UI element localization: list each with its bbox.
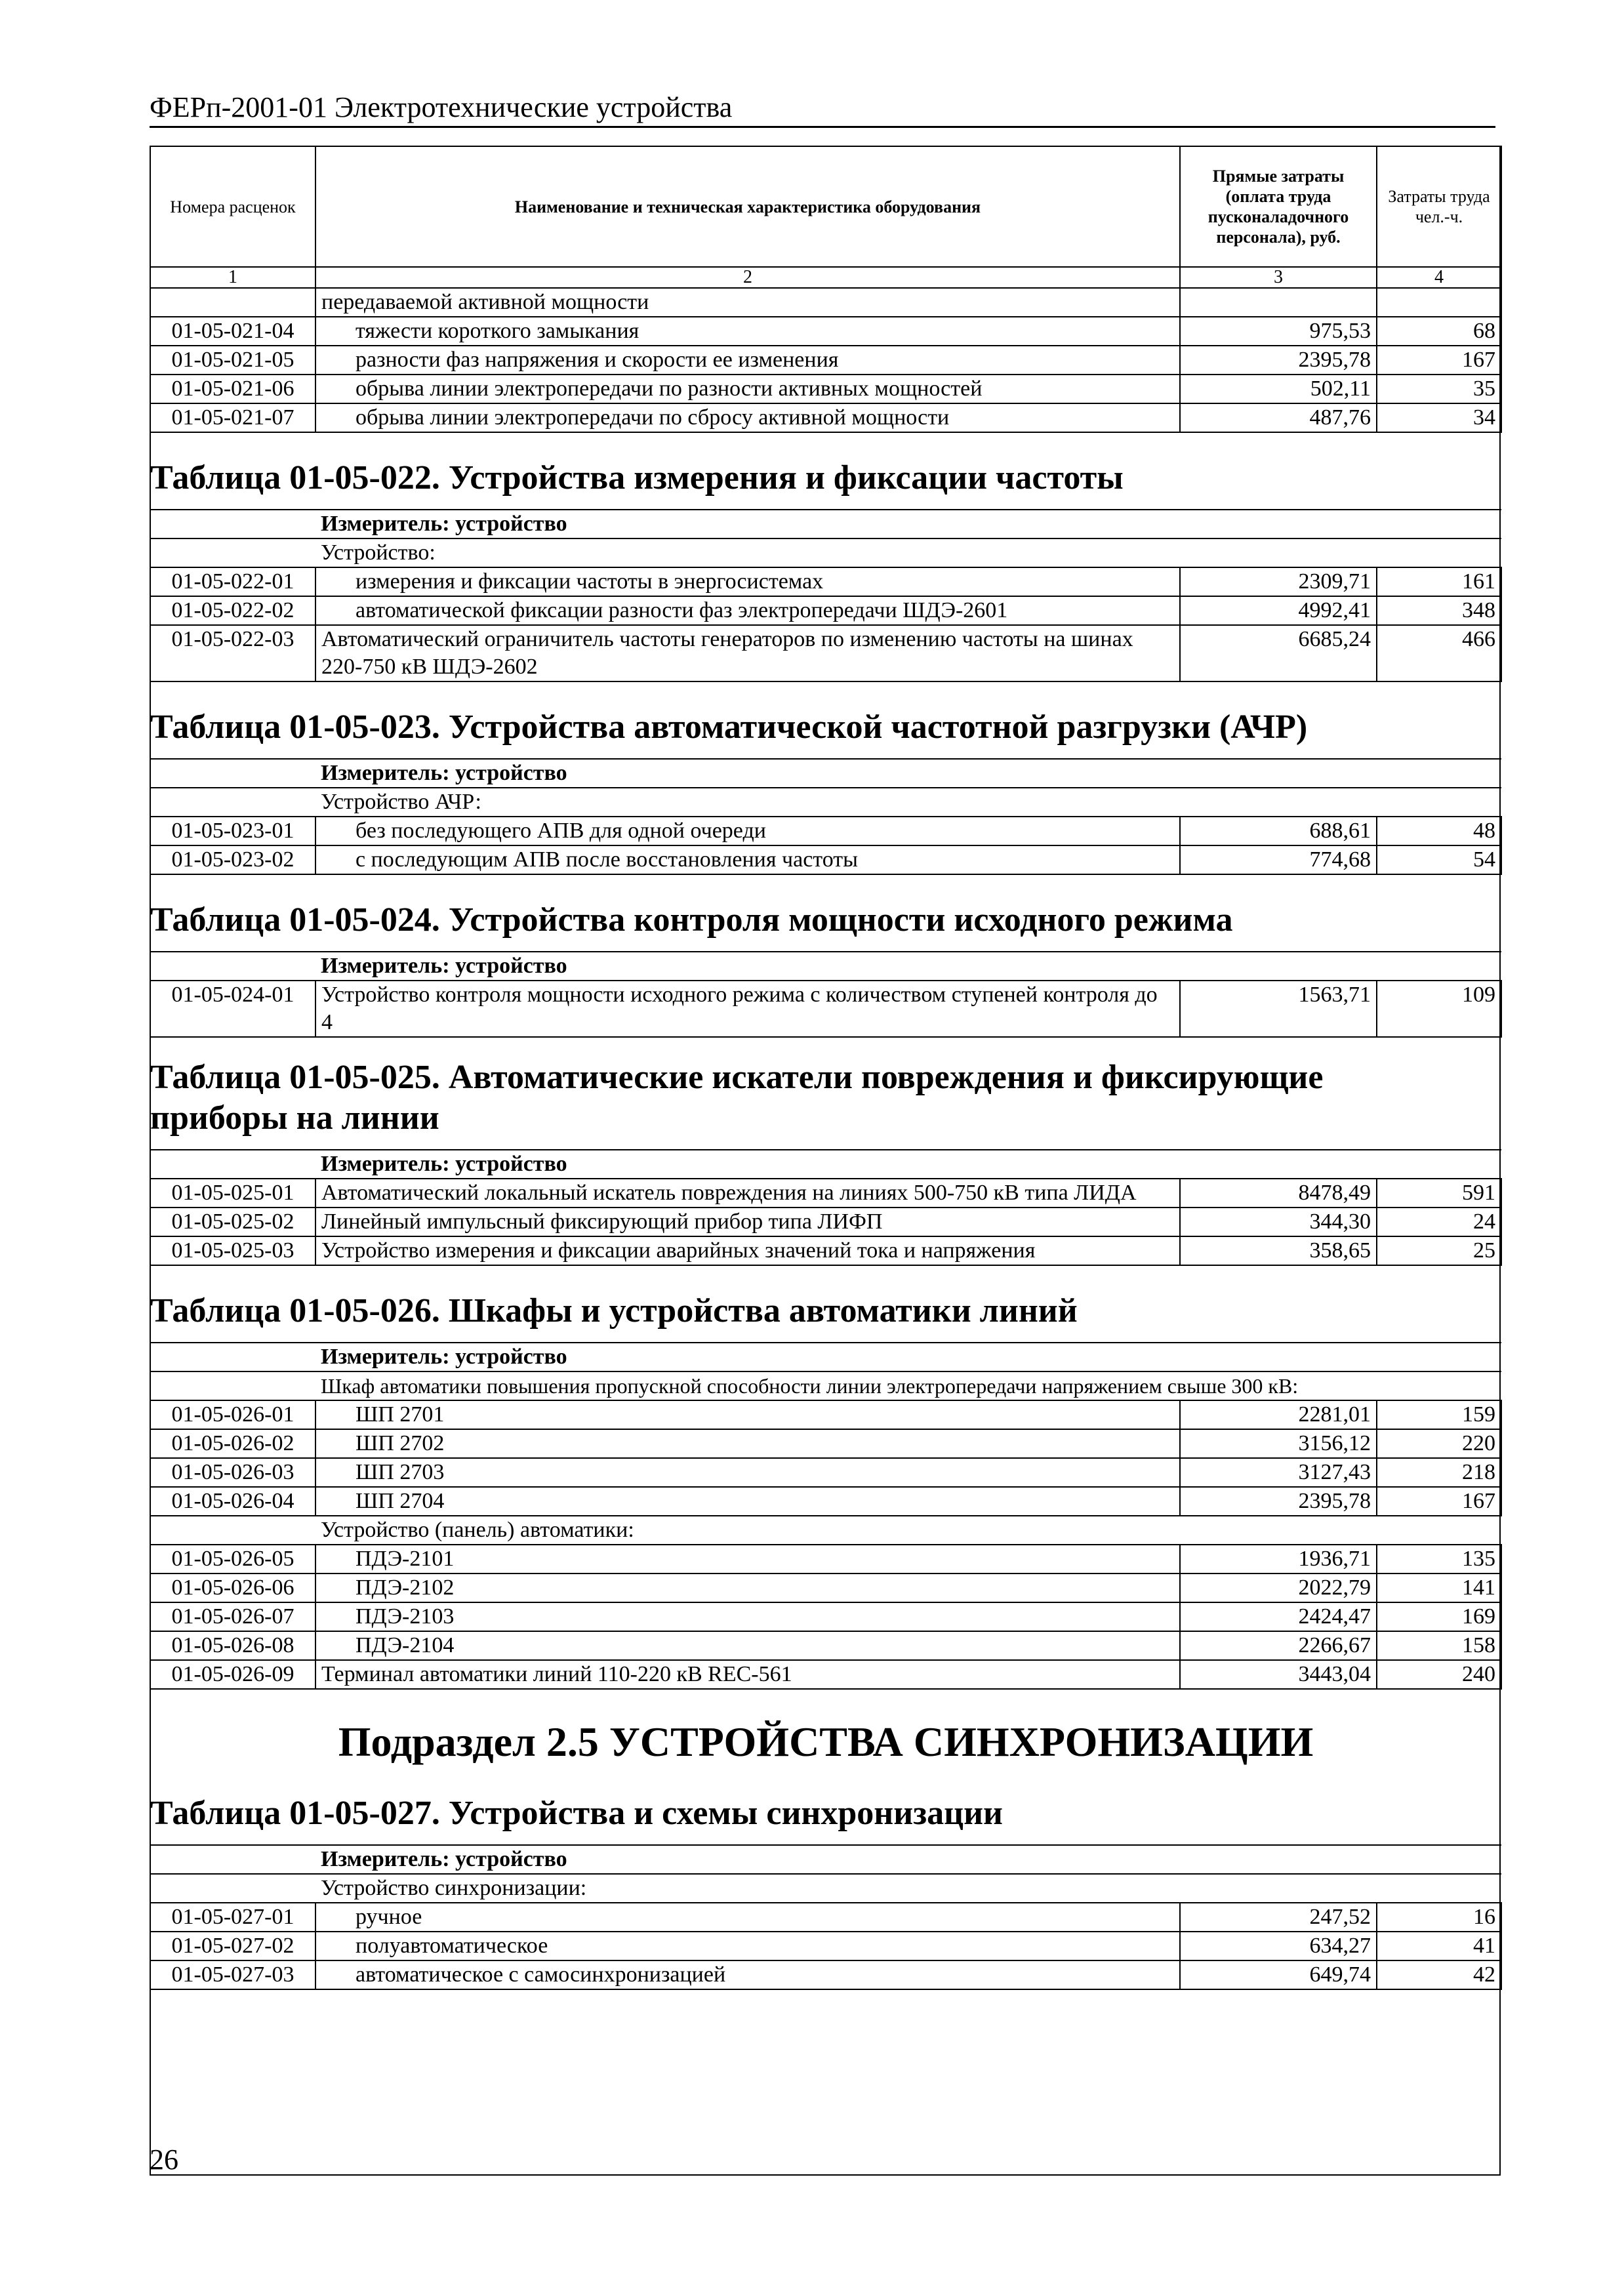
rate-code: 01-05-022-01 — [150, 567, 315, 596]
table-title-row — [150, 681, 1501, 759]
rate-labor: 591 — [1377, 1179, 1501, 1208]
rate-name: Терминал автоматики линий 110-220 кВ REC-561 — [315, 1660, 1180, 1689]
column-header-row — [150, 146, 1501, 267]
rate-name: ПДЭ-2101 — [315, 1545, 1180, 1574]
table-row — [150, 567, 1501, 596]
rate-code: 01-05-021-07 — [150, 403, 315, 432]
rate-labor: 240 — [1377, 1660, 1501, 1689]
rate-cost: 502,11 — [1180, 375, 1377, 403]
rates-table — [150, 146, 1502, 1990]
page-number: 26 — [150, 2143, 178, 2176]
table-row — [150, 1574, 1501, 1602]
rate-labor: 466 — [1377, 625, 1501, 681]
rate-name: ШП 2704 — [315, 1487, 1180, 1516]
rate-labor: 24 — [1377, 1208, 1501, 1236]
rate-code: 01-05-023-01 — [150, 817, 315, 845]
rate-code: 01-05-022-02 — [150, 596, 315, 625]
rate-name: автоматической фиксации разности фаз электропередачи ШДЭ-2601 — [315, 596, 1180, 625]
rate-cost: 3156,12 — [1180, 1429, 1377, 1458]
rate-labor: 135 — [1377, 1545, 1501, 1574]
subheader-text: Устройство синхронизации: — [315, 1874, 1501, 1903]
table-row — [150, 1932, 1501, 1960]
rate-code: 01-05-026-07 — [150, 1602, 315, 1631]
rate-name: ШП 2703 — [315, 1458, 1180, 1487]
rate-name: тяжести короткого замыкания — [315, 317, 1180, 346]
rate-cost: 1936,71 — [1180, 1545, 1377, 1574]
rate-code: 01-05-025-03 — [150, 1236, 315, 1265]
rate-cost: 3127,43 — [1180, 1458, 1377, 1487]
rate-labor: 167 — [1377, 346, 1501, 375]
rate-cost: 634,27 — [1180, 1932, 1377, 1960]
table-title: Таблица 01-05-025. Автоматические искатели повреждения и фиксирующие приборы на линии — [150, 1037, 1501, 1150]
rate-name: ручное — [315, 1903, 1180, 1932]
rate-code: 01-05-027-03 — [150, 1960, 315, 1989]
column-header-name: Наименование и техническая характеристика оборудования — [315, 146, 1180, 267]
column-header-labor: Затраты труда чел.-ч. — [1377, 146, 1501, 267]
unit-label: Измеритель: устройство — [315, 1150, 1501, 1179]
unit-label: Измеритель: устройство — [315, 952, 1501, 981]
subheader-text: Устройство (панель) автоматики: — [315, 1516, 1501, 1545]
subheader-row — [150, 1874, 1501, 1903]
section-title-row — [150, 1689, 1501, 1787]
rate-name: Автоматический локальный искатель повреждения на линиях 500-750 кВ типа ЛИДА — [315, 1179, 1180, 1208]
table-row — [150, 1545, 1501, 1574]
table-row — [150, 1903, 1501, 1932]
rate-name: Автоматический ограничитель частоты генераторов по изменению частоты на шинах 220-750 кВ ШДЭ-2602 — [315, 625, 1180, 681]
rate-labor: 68 — [1377, 317, 1501, 346]
rate-code: 01-05-021-04 — [150, 317, 315, 346]
subheader-row — [150, 538, 1501, 567]
rate-labor: 35 — [1377, 375, 1501, 403]
rate-labor: 109 — [1377, 981, 1501, 1037]
rate-name: разности фаз напряжения и скорости ее изменения — [315, 346, 1180, 375]
rate-code: 01-05-024-01 — [150, 981, 315, 1037]
unit-row — [150, 510, 1501, 538]
rate-cost: 487,76 — [1180, 403, 1377, 432]
column-header-cost: Прямые затраты (оплата труда пусконаладочного персонала), руб. — [1180, 146, 1377, 267]
rate-code: 01-05-026-08 — [150, 1631, 315, 1660]
rate-labor: 218 — [1377, 1458, 1501, 1487]
section-title: Подраздел 2.5 УСТРОЙСТВА СИНХРОНИЗАЦИИ — [338, 1718, 1314, 1765]
table-title: Таблица 01-05-026. Шкафы и устройства автоматики линий — [150, 1265, 1501, 1343]
unit-label: Измеритель: устройство — [315, 1343, 1501, 1371]
column-number-row — [150, 267, 1501, 288]
unit-row — [150, 952, 1501, 981]
rate-labor: 158 — [1377, 1631, 1501, 1660]
table-title-row — [150, 432, 1501, 510]
unit-label: Измеритель: устройство — [315, 1845, 1501, 1874]
rate-name: ШП 2701 — [315, 1400, 1180, 1429]
column-header-code: Номера расценок — [150, 146, 315, 267]
table-row — [150, 1236, 1501, 1265]
rate-code: 01-05-025-01 — [150, 1179, 315, 1208]
column-number: 2 — [315, 267, 1180, 288]
rate-name: ШП 2702 — [315, 1429, 1180, 1458]
rate-code: 01-05-026-05 — [150, 1545, 315, 1574]
rate-name: Линейный импульсный фиксирующий прибор типа ЛИФП — [315, 1208, 1180, 1236]
table-title-row — [150, 1265, 1501, 1343]
table-row — [150, 1487, 1501, 1516]
table-row — [150, 1179, 1501, 1208]
rate-code: 01-05-026-03 — [150, 1458, 315, 1487]
subheader-text: Устройство: — [315, 538, 1501, 567]
table-row — [150, 817, 1501, 845]
rate-code: 01-05-026-01 — [150, 1400, 315, 1429]
rate-code: 01-05-023-02 — [150, 845, 315, 874]
rate-name: с последующим АПВ после восстановления частоты — [315, 845, 1180, 874]
rate-cost: 2395,78 — [1180, 346, 1377, 375]
rate-cost: 6685,24 — [1180, 625, 1377, 681]
rate-name: автоматическое с самосинхронизацией — [315, 1960, 1180, 1989]
table-title-row — [150, 1037, 1501, 1150]
table-title: Таблица 01-05-024. Устройства контроля мощности исходного режима — [150, 874, 1501, 952]
rate-code: 01-05-027-01 — [150, 1903, 315, 1932]
rate-labor: 348 — [1377, 596, 1501, 625]
rate-code: 01-05-026-02 — [150, 1429, 315, 1458]
document-header: ФЕРп-2001-01 Электротехнические устройства — [150, 91, 1495, 128]
rate-name: без последующего АПВ для одной очереди — [315, 817, 1180, 845]
rate-labor: 161 — [1377, 567, 1501, 596]
unit-label: Измеритель: устройство — [315, 510, 1501, 538]
rate-name: измерения и фиксации частоты в энергосистемах — [315, 567, 1180, 596]
table-row — [150, 625, 1501, 681]
rate-code: 01-05-021-06 — [150, 375, 315, 403]
table-row — [150, 1458, 1501, 1487]
subheader-text: Устройство АЧР: — [315, 788, 1501, 817]
rate-cost: 975,53 — [1180, 317, 1377, 346]
table-row — [150, 845, 1501, 874]
column-number: 4 — [1377, 267, 1501, 288]
table-row — [150, 1602, 1501, 1631]
rate-name: полуавтоматическое — [315, 1932, 1180, 1960]
rate-cost: 344,30 — [1180, 1208, 1377, 1236]
rate-code: 01-05-025-02 — [150, 1208, 315, 1236]
rate-cost: 774,68 — [1180, 845, 1377, 874]
table-row — [150, 596, 1501, 625]
table-title-row — [150, 1787, 1501, 1845]
unit-row — [150, 1343, 1501, 1371]
table-row — [150, 981, 1501, 1037]
rate-cost: 3443,04 — [1180, 1660, 1377, 1689]
table-row — [150, 1429, 1501, 1458]
rate-labor: 169 — [1377, 1602, 1501, 1631]
table-row — [150, 1400, 1501, 1429]
table-title-row — [150, 874, 1501, 952]
rate-cost: 4992,41 — [1180, 596, 1377, 625]
table-title: Таблица 01-05-022. Устройства измерения и фиксации частоты — [150, 432, 1501, 510]
table-row — [150, 317, 1501, 346]
rate-cost: 8478,49 — [1180, 1179, 1377, 1208]
table-row — [150, 346, 1501, 375]
rate-cost: 688,61 — [1180, 817, 1377, 845]
rate-labor: 42 — [1377, 1960, 1501, 1989]
rate-labor: 41 — [1377, 1932, 1501, 1960]
rate-labor: 54 — [1377, 845, 1501, 874]
unit-row — [150, 759, 1501, 788]
rate-cost: 358,65 — [1180, 1236, 1377, 1265]
rate-name: ПДЭ-2103 — [315, 1602, 1180, 1631]
rate-code: 01-05-026-09 — [150, 1660, 315, 1689]
rate-code: 01-05-027-02 — [150, 1932, 315, 1960]
subheader-text: Шкаф автоматики повышения пропускной способности линии электропередачи напряжением свыше 300 кВ: — [315, 1371, 1501, 1400]
rate-cost: 2022,79 — [1180, 1574, 1377, 1602]
rate-code: 01-05-021-05 — [150, 346, 315, 375]
table-row — [150, 375, 1501, 403]
rate-name: ПДЭ-2102 — [315, 1574, 1180, 1602]
rate-cost: 2266,67 — [1180, 1631, 1377, 1660]
table-row — [150, 403, 1501, 432]
rate-name: ПДЭ-2104 — [315, 1631, 1180, 1660]
rate-labor: 25 — [1377, 1236, 1501, 1265]
table-title: Таблица 01-05-023. Устройства автоматической частотной разгрузки (АЧР) — [150, 681, 1501, 759]
rate-labor: 159 — [1377, 1400, 1501, 1429]
table-row — [150, 1631, 1501, 1660]
rate-cost: 2281,01 — [1180, 1400, 1377, 1429]
rate-code: 01-05-026-06 — [150, 1574, 315, 1602]
rate-name: обрыва линии электропередачи по разности активных мощностей — [315, 375, 1180, 403]
column-number: 1 — [150, 267, 315, 288]
unit-row — [150, 1150, 1501, 1179]
rate-cost: 1563,71 — [1180, 981, 1377, 1037]
subheader-row — [150, 1516, 1501, 1545]
rate-cost: 2309,71 — [1180, 567, 1377, 596]
rate-labor: 48 — [1377, 817, 1501, 845]
unit-label: Измеритель: устройство — [315, 759, 1501, 788]
rate-labor: 34 — [1377, 403, 1501, 432]
rate-cost: 2424,47 — [1180, 1602, 1377, 1631]
rate-cost: 247,52 — [1180, 1903, 1377, 1932]
rate-name: Устройство контроля мощности исходного режима с количеством ступеней контроля до 4 — [315, 981, 1180, 1037]
rate-cost: 2395,78 — [1180, 1487, 1377, 1516]
table-title: Таблица 01-05-027. Устройства и схемы синхронизации — [150, 1787, 1501, 1845]
rate-name: Устройство измерения и фиксации аварийных значений тока и напряжения — [315, 1236, 1180, 1265]
rate-name: обрыва линии электропередачи по сбросу активной мощности — [315, 403, 1180, 432]
rate-code: 01-05-022-03 — [150, 625, 315, 681]
subheader-row — [150, 288, 1501, 317]
table-row — [150, 1960, 1501, 1989]
rate-code: 01-05-026-04 — [150, 1487, 315, 1516]
column-number: 3 — [1180, 267, 1377, 288]
rate-labor: 16 — [1377, 1903, 1501, 1932]
rate-labor: 141 — [1377, 1574, 1501, 1602]
rate-cost: 649,74 — [1180, 1960, 1377, 1989]
table-row — [150, 1660, 1501, 1689]
subheader-row — [150, 788, 1501, 817]
subheader-row — [150, 1371, 1501, 1400]
rate-labor: 167 — [1377, 1487, 1501, 1516]
table-row — [150, 1208, 1501, 1236]
unit-row — [150, 1845, 1501, 1874]
rate-labor: 220 — [1377, 1429, 1501, 1458]
subheader-text: передаваемой активной мощности — [315, 288, 1180, 317]
